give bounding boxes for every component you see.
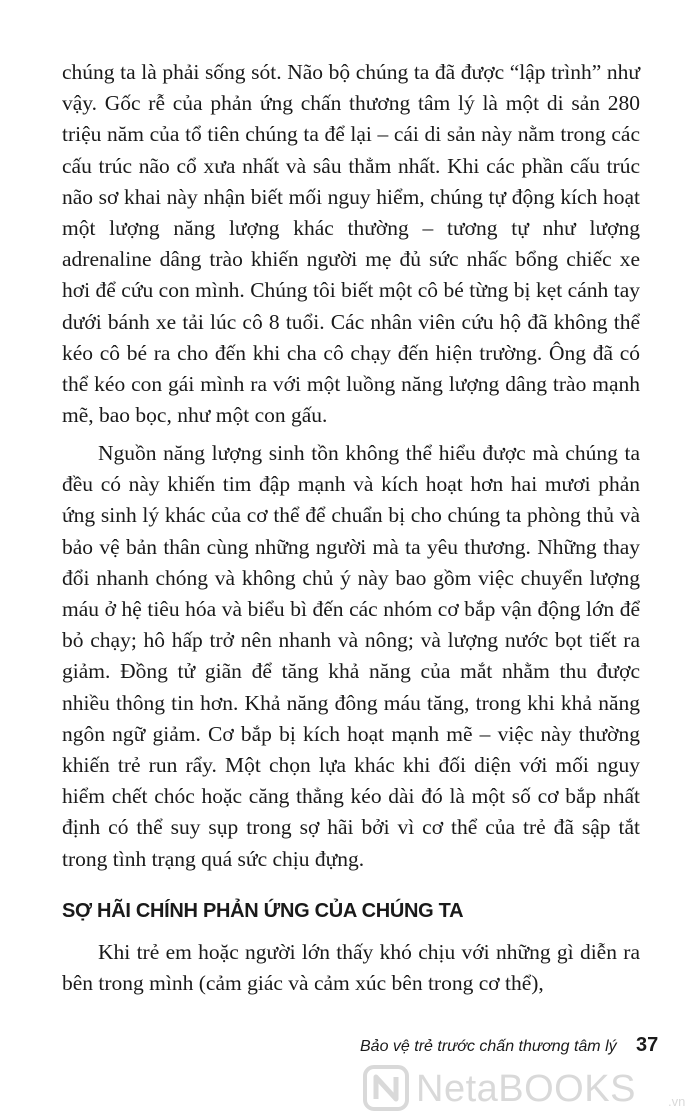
- page-number: 37: [636, 1034, 659, 1056]
- paragraph-2: Nguồn năng lượng sinh tồn không thể hiểu được mà chúng ta đều có này khiến tim đập mạnh và kích hoạt hơn hai mươi phản ứng sinh lý khác của cơ thể để chuẩn bị cho chúng ta phòng thủ và bảo vệ bản thân cùng những người mà ta yêu thương. Những thay đổi nhanh chóng và không chủ ý này bao gồm việc chuyển lượng máu ở hệ tiêu hóa và biểu bì đến các nhóm cơ bắp vận động lớn để bỏ chạy; hô hấp trở nên nhanh và nông; và lượng nước bọt tiết ra giảm. Đồng tử giãn để tăng khả năng của mắt nhằm thu được nhiều thông tin hơn. Khả năng đông máu tăng, trong khi khả năng ngôn ngữ giảm. Cơ bắp bị kích hoạt mạnh mẽ – việc này thường khiến trẻ run rẩy. Một chọn lựa khác khi đối diện với mối nguy hiểm chết chóc hoặc căng thẳng kéo dài đó là một số cơ bắp nhất định có thể suy sụp trong sợ hãi bởi vì cơ thể của trẻ đã sập tắt trong tình trạng quá sức chịu đựng.: [62, 441, 640, 871]
- running-footer-title: Bảo vệ trẻ trước chấn thương tâm lý: [360, 1038, 617, 1055]
- neta-logo-icon: [362, 1064, 410, 1112]
- watermark: [362, 1058, 696, 1116]
- watermark-suffix: .vn: [668, 1094, 686, 1109]
- section-heading: SỢ HÃI CHÍNH PHẢN ỨNG CỦA CHÚNG TA: [62, 900, 464, 922]
- paragraph-3: Khi trẻ em hoặc người lớn thấy khó chịu với những gì diễn ra bên trong mình (cảm giác và cảm xúc bên trong cơ thể),: [62, 940, 640, 996]
- watermark-brand: NetaBOOKS: [416, 1068, 636, 1110]
- paragraph-1: chúng ta là phải sống sót. Não bộ chúng ta đã được “lập trình” như vậy. Gốc rễ của phản ứng chấn thương tâm lý là một di sản 280 triệu năm của tổ tiên chúng ta để lại – cái di sản này nằm trong các cấu trúc não cổ xưa nhất và sâu thẳm nhất. Khi các phần cấu trúc não sơ khai này nhận biết mối nguy hiểm, chúng tự động kích hoạt một lượng năng lượng khác thường – tương tự như lượng adrenaline dâng trào khiến người mẹ đủ sức nhấc bổng chiếc xe hơi để cứu con mình. Chúng tôi biết một cô bé từng bị kẹt cánh tay dưới bánh xe tải lúc cô 8 tuổi. Các nhân viên cứu hộ đã không thể kéo cô bé ra cho đến khi cha cô chạy đến hiện trường. Ông đã có thể kéo con gái mình ra với một luồng năng lượng dâng trào mạnh mẽ, bao bọc, như một con gấu.: [62, 60, 640, 428]
